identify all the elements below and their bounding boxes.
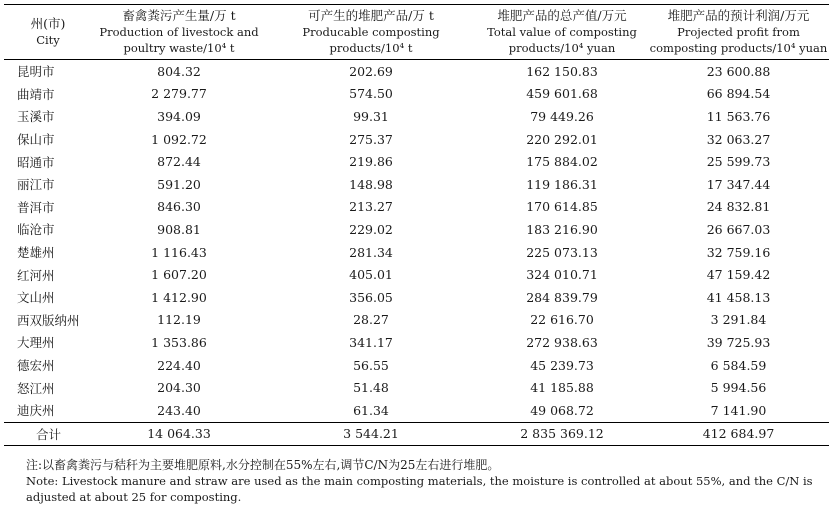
cell-profit: 26 667.03 — [706, 221, 771, 237]
cell-profit: 39 725.93 — [706, 334, 771, 350]
table-row — [4, 173, 829, 196]
cell-value: 49 068.72 — [530, 402, 594, 418]
cell-profit: 32 063.27 — [706, 131, 771, 147]
table-row — [4, 60, 829, 83]
cell-compost: 51.48 — [353, 380, 389, 396]
cell-city: 保山市 — [17, 132, 55, 148]
total-cell-compost: 3 544.21 — [266, 422, 476, 445]
cell-city: 昭通市 — [17, 154, 55, 170]
cell-compost: 405.01 — [349, 267, 393, 283]
cell-city: 曲靖市 — [17, 86, 55, 102]
cell-city: 怒江州 — [17, 380, 55, 396]
cell-city: 红河州 — [17, 267, 55, 283]
cell-compost: 28.27 — [353, 312, 389, 328]
cell-value: 162 150.83 — [526, 63, 598, 79]
cell-value: 79 449.26 — [530, 108, 594, 124]
header-value-cn: 堆肥产品的总产值/万元 — [497, 8, 627, 23]
table-row — [4, 354, 829, 377]
table-row — [4, 196, 829, 219]
cell-city: 普洱市 — [17, 199, 55, 215]
table-row — [4, 399, 829, 422]
cell-compost: 219.86 — [349, 154, 393, 170]
table-row — [4, 218, 829, 241]
header-city-en: City — [36, 33, 60, 47]
cell-compost: 341.17 — [349, 334, 393, 350]
table-body — [4, 60, 829, 446]
table-row — [4, 331, 829, 354]
note-english: Note: Livestock manure and straw are used as the main composting materials, the moisture is controlled at about 55%, and the C/N is adjusted at about 25 for composting. — [26, 474, 813, 504]
table-total-row — [4, 422, 829, 445]
header-profit — [648, 5, 829, 60]
cell-city: 临沧市 — [17, 222, 55, 238]
table-row — [4, 150, 829, 173]
table-row — [4, 105, 829, 128]
cell-city: 迪庆州 — [17, 403, 55, 419]
data-table — [4, 4, 829, 446]
cell-value: 324 010.71 — [526, 267, 598, 283]
cell-city: 楚雄州 — [17, 245, 55, 261]
cell-profit: 6 584.59 — [710, 357, 767, 373]
table-row — [4, 263, 829, 286]
header-waste-cn: 畜禽粪污产生量/万 t — [122, 8, 236, 23]
cell-value: 119 186.31 — [526, 176, 598, 192]
cell-city: 大理州 — [17, 335, 55, 351]
cell-profit: 3 291.84 — [710, 312, 767, 328]
cell-waste: 2 279.77 — [151, 86, 207, 102]
cell-value: 459 601.68 — [526, 86, 598, 102]
cell-waste: 112.19 — [157, 312, 201, 328]
cell-waste: 872.44 — [157, 154, 201, 170]
cell-profit: 5 994.56 — [710, 380, 767, 396]
header-profit-en: Projected profit from composting products/10⁴ yuan — [649, 25, 828, 55]
table-row — [4, 128, 829, 151]
cell-value: 175 884.02 — [526, 154, 598, 170]
header-compost-cn: 可产生的堆肥产品/万 t — [308, 8, 434, 23]
cell-waste: 846.30 — [157, 199, 201, 215]
cell-profit: 17 347.44 — [706, 176, 771, 192]
cell-waste: 243.40 — [157, 402, 201, 418]
cell-profit: 66 894.54 — [706, 86, 771, 102]
cell-city: 玉溪市 — [17, 109, 55, 125]
cell-waste: 1 607.20 — [151, 267, 207, 283]
cell-value: 183 216.90 — [526, 221, 598, 237]
cell-compost: 61.34 — [353, 402, 389, 418]
cell-waste: 1 116.43 — [151, 244, 207, 260]
header-compost-en: Producable composting products/10⁴ t — [302, 25, 440, 55]
total-cell-waste: 14 064.33 — [92, 422, 266, 445]
cell-profit: 23 600.88 — [706, 63, 771, 79]
note-chinese: 注:以畜禽粪污与秸秆为主要堆肥原料,水分控制在55%左右,调节C/N为25左右进行堆肥。 — [26, 458, 500, 472]
cell-value: 284 839.79 — [526, 289, 598, 305]
cell-value: 225 073.13 — [526, 244, 598, 260]
cell-profit: 25 599.73 — [706, 154, 771, 170]
cell-value: 41 185.88 — [530, 380, 594, 396]
header-compost — [266, 5, 476, 60]
total-cell-value: 2 835 369.12 — [476, 422, 648, 445]
total-cell-city: 合计 — [4, 422, 92, 445]
cell-profit: 11 563.76 — [706, 108, 771, 124]
header-value-en: Total value of composting products/10⁴ yuan — [487, 25, 637, 55]
table-row — [4, 241, 829, 264]
cell-value: 220 292.01 — [526, 131, 598, 147]
cell-profit: 47 159.42 — [706, 267, 771, 283]
total-cell-profit: 412 684.97 — [648, 422, 829, 445]
header-row — [4, 5, 829, 60]
cell-waste: 394.09 — [157, 108, 201, 124]
cell-value: 45 239.73 — [530, 357, 594, 373]
header-city — [4, 5, 92, 60]
header-value — [476, 5, 648, 60]
cell-waste: 1 412.90 — [151, 289, 207, 305]
cell-waste: 224.40 — [157, 357, 201, 373]
cell-waste: 804.32 — [157, 63, 201, 79]
cell-compost: 213.27 — [349, 199, 393, 215]
cell-waste: 1 353.86 — [151, 334, 207, 350]
cell-compost: 99.31 — [353, 108, 389, 124]
cell-value: 170 614.85 — [526, 199, 598, 215]
header-city-cn: 州(市) — [30, 16, 66, 31]
table-row — [4, 376, 829, 399]
table-row — [4, 286, 829, 309]
cell-profit: 32 759.16 — [706, 244, 771, 260]
cell-city: 德宏州 — [17, 358, 55, 374]
cell-compost: 356.05 — [349, 289, 393, 305]
cell-compost: 281.34 — [349, 244, 393, 260]
cell-waste: 204.30 — [157, 380, 201, 396]
header-waste-en: Production of livestock and poultry waste/10⁴ t — [99, 25, 259, 55]
table-notes — [4, 457, 829, 505]
cell-waste: 1 092.72 — [151, 131, 207, 147]
header-profit-cn: 堆肥产品的预计利润/万元 — [667, 8, 810, 23]
table-row — [4, 83, 829, 106]
cell-value: 272 938.63 — [526, 334, 598, 350]
cell-profit: 7 141.90 — [710, 402, 767, 418]
cell-waste: 908.81 — [157, 221, 201, 237]
cell-city: 昆明市 — [17, 64, 55, 80]
table-header — [4, 5, 829, 60]
cell-compost: 202.69 — [349, 63, 393, 79]
cell-value: 22 616.70 — [530, 312, 594, 328]
cell-city: 文山州 — [17, 290, 55, 306]
cell-compost: 275.37 — [349, 131, 393, 147]
cell-profit: 24 832.81 — [706, 199, 771, 215]
cell-city: 西双版纳州 — [17, 312, 80, 328]
header-waste — [92, 5, 266, 60]
cell-city: 丽江市 — [17, 177, 55, 193]
cell-compost: 56.55 — [353, 357, 389, 373]
cell-compost: 229.02 — [349, 221, 393, 237]
cell-waste: 591.20 — [157, 176, 201, 192]
cell-compost: 574.50 — [349, 86, 393, 102]
table-row — [4, 309, 829, 332]
cell-profit: 41 458.13 — [706, 289, 771, 305]
cell-compost: 148.98 — [349, 176, 393, 192]
